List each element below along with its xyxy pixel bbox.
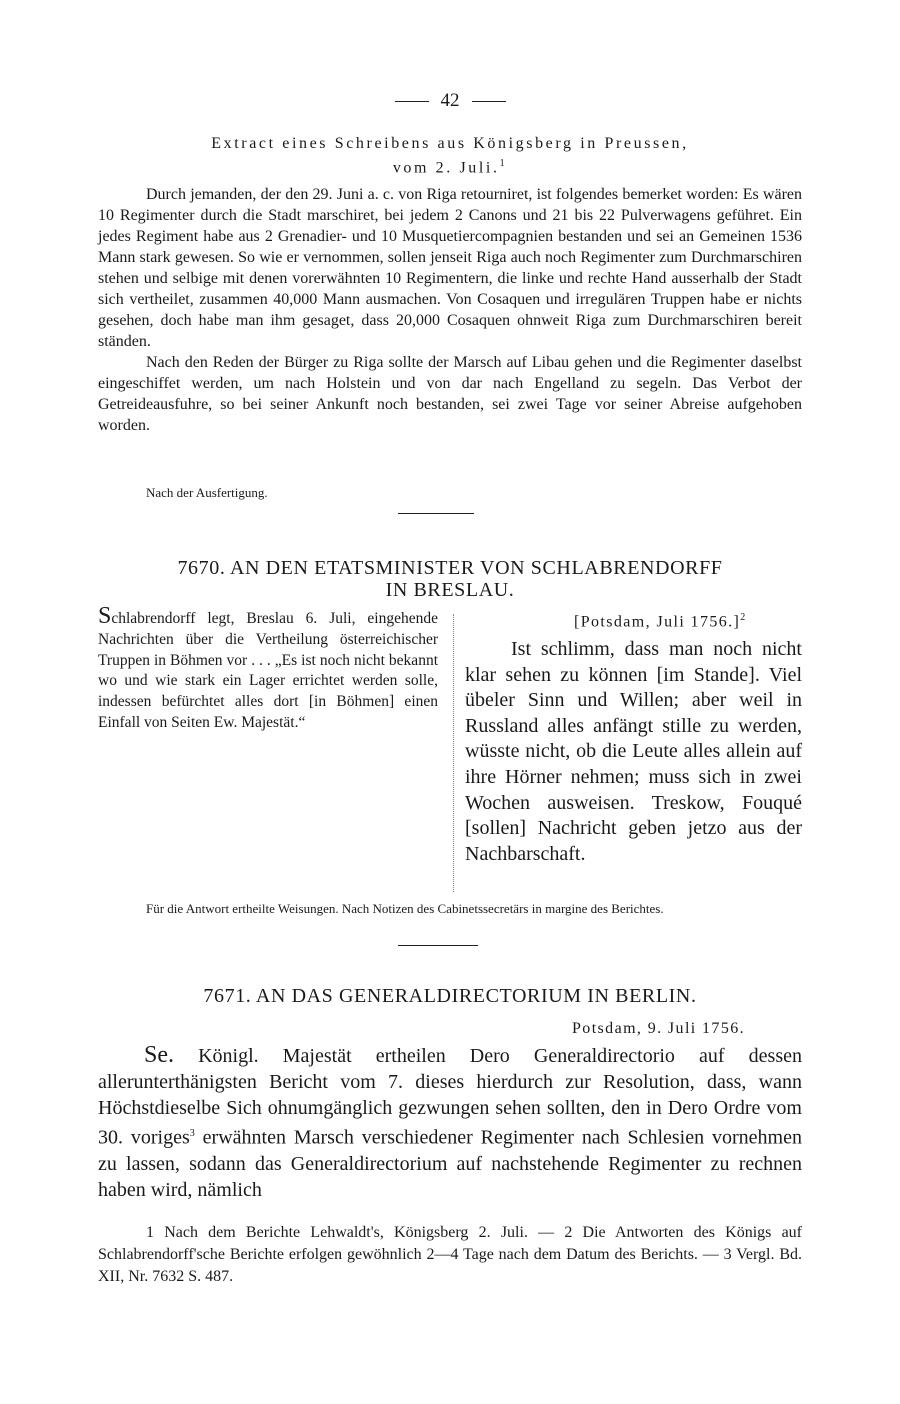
extract-paragraph-1: Durch jemanden, der den 29. Juni a. c. von Riga retourniret, ist folgendes bemerket worden: Es wären 10 Regimenter durch die Stadt marschiret, bei jedem 2 Canons und 21 bis 22 Pulverwagens geführet. Ein jedes Regiment habe aus 2 Grenadier- und 10 Musquetiercompagnien bestanden und sei an Gemeinen 1536 Mann stark gewesen. So wie er vernommen, sollen jenseit Riga auch noch Regimenter zum Durchmarschiren stehen und selbige mit denen vorerwähnten 10 Regimentern, die linke und rechte Hand ausserhalb der Stadt sich vertheilet, zusammen 40,000 Mann ausmachen. Von Cosaquen und irregulären Truppen habe er nichts gesehen, doch habe man ihm gesaget, dass 20,000 Cosaquen ohnweit Riga zum Durchmarschiren bereit ständen. [98,186,802,350]
extract-source: Nach der Ausfertigung. [146,485,268,500]
column-divider [453,614,454,892]
extract-body [98,184,802,436]
page-number-dash-right [472,101,506,102]
letter-7671-date: Potsdam, 9. Juli 1756. [572,1020,746,1037]
letter-7670-reply: Ist schlimm, dass man noch nicht klar sehen zu können [im Stande]. Viel übeler Sinn und Willen; aber weil in Russland alles anfängt stille zu werden, wüsste nicht, ob die Leute alles allein auf ihre Hörner nehmen; muss sich in zwei Wochen ausweisen. Treskow, Fouqué [sollen] Nachricht geben jetzo aus der Nachbarschaft. [465,638,802,865]
page-number: 42 [0,90,900,112]
letter-7670-summary: Schlabrendorff legt, Breslau 6. Juli, eingehende Nachrichten über die Vertheilung österreichischer Truppen in Böhmen vor . . . „Es ist noch nicht bekannt wo und wie stark ein Lager errichtet werden solle, indessen befürchtet alles dort [in Böhmen] einen Einfall von Seiten Ew. Majestät.“ [98,603,438,731]
extract-paragraph-2: Nach den Reden der Bürger zu Riga sollte der Marsch auf Libau gehen und die Regimenter daselbst eingeschiffet werden, um nach Holstein und von dar nach Engelland zu segeln. Das Verbot der Getreideausfuhre, so bei seiner Ankunft noch bestanden, sei zwei Tage vor seiner Abreise aufgehoben worden. [98,354,802,434]
page-number-dash-left [395,101,429,102]
letter-7671-body: Se. Königl. Majestät ertheilen Dero Generaldirectorio auf dessen allerunterthänigsten Bericht vom 7. dieses hierdurch zur Resolution, dass, wann Höchstdieselbe Sich ohnumgänglich gezwungen sehen sollten, den in Dero Ordre vom 30. voriges$^3$ erwähnten Marsch verschiedener Regimenter nach Schlesien vornehmen zu lassen, sodann das Generaldirectorium auf nachstehende Regimenter zu rechnen haben wird, nämlich [98,1042,802,1201]
section-divider [398,513,474,514]
letter-7670-answer-note: Für die Antwort ertheilte Weisungen. Nach Notizen des Cabinetssecretärs in margine des Berichtes. [146,901,664,916]
letter-7671-heading: 7671. AN DAS GENERALDIRECTORIUM IN BERLIN. [203,985,697,1007]
section-divider-2 [398,945,478,946]
summary-initial: S [98,603,112,629]
footnotes: 1 Nach dem Berichte Lehwaldt's, Königsberg 2. Juli. — 2 Die Antworten des Königs auf Schlabrendorff'sche Berichte erfolgen gewöhnlich 2—4 Tage nach dem Datum des Berichts. — 3 Vergl. Bd. XII, Nr. 7632 S. 487. [98,1224,802,1285]
footnote-marker-2: 2 [740,612,747,623]
footnote-marker-1: 1 [499,158,508,169]
body-initial: Se. [144,1042,174,1068]
letter-7670-date: [Potsdam, Juli 1756.]$^2$ [574,612,747,631]
footnote-marker-3: 3 [189,1128,195,1139]
extract-title: Extract eines Schreibens aus Königsberg in Preussen, vom 2. Juli.$^1$ [211,135,689,177]
letter-7670-heading: 7670. AN DEN ETATSMINISTER VON SCHLABRENDORFF IN BRESLAU. [177,557,723,601]
